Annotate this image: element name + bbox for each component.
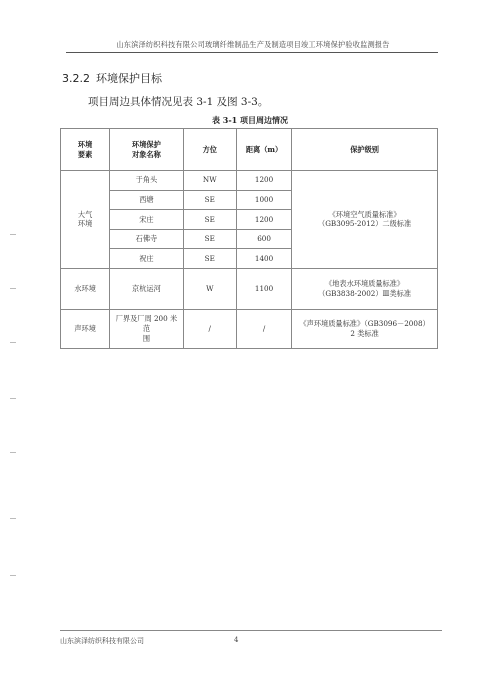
surroundings-table bbox=[60, 128, 438, 349]
cell-object: 宋庄 bbox=[110, 210, 183, 230]
table-row bbox=[61, 171, 438, 191]
binding-mark bbox=[10, 452, 16, 453]
header-rule bbox=[66, 52, 438, 53]
table-caption: 表 3-1 项目周边情况 bbox=[211, 115, 289, 125]
header-object: 环境保护 对象名称 bbox=[110, 129, 183, 171]
page-number: 4 bbox=[234, 636, 239, 644]
binding-mark bbox=[10, 518, 16, 519]
footer-rule bbox=[60, 630, 442, 631]
cell-object: 石佛寺 bbox=[110, 229, 183, 249]
cell-distance: 1100 bbox=[236, 268, 291, 309]
section-title: 环境保护目标 bbox=[96, 72, 162, 85]
cell-object: 西塘 bbox=[110, 190, 183, 210]
running-header: 山东滨泽纺织科技有限公司玻璃纤维制品生产及制造项目竣工环境保护验收监测报告 bbox=[116, 40, 390, 49]
cell-distance: / bbox=[236, 309, 291, 348]
header-distance: 距离（m） bbox=[236, 129, 291, 171]
cell-direction: SE bbox=[183, 229, 236, 249]
table-row-water bbox=[61, 268, 438, 309]
cell-distance: 1000 bbox=[236, 190, 291, 210]
section-heading bbox=[62, 70, 162, 86]
intro-paragraph: 项目周边具体情况见表 3-1 及图 3-3。 bbox=[88, 96, 269, 108]
cell-distance: 1400 bbox=[236, 249, 291, 269]
cell-direction: SE bbox=[183, 190, 236, 210]
cell-object: 祝庄 bbox=[110, 249, 183, 269]
cell-direction: W bbox=[183, 268, 236, 309]
cell-direction: SE bbox=[183, 249, 236, 269]
cell-element-air: 大气 环境 bbox=[61, 171, 110, 269]
cell-distance: 600 bbox=[236, 229, 291, 249]
header-element: 环境 要素 bbox=[61, 129, 110, 171]
cell-level-air: 《环境空气质量标准》 （GB3095-2012）二级标准 bbox=[292, 171, 438, 269]
table-header-row bbox=[61, 129, 438, 171]
cell-level-noise: 《声环境质量标准》（GB3096－2008） 2 类标准 bbox=[292, 309, 438, 348]
cell-element-water: 水环境 bbox=[61, 268, 110, 309]
footer-company: 山东滨泽纺织科技有限公司 bbox=[60, 637, 144, 645]
cell-element-noise: 声环境 bbox=[61, 309, 110, 348]
cell-direction: / bbox=[183, 309, 236, 348]
binding-mark bbox=[10, 398, 16, 399]
header-level: 保护级别 bbox=[292, 129, 438, 171]
binding-mark bbox=[10, 575, 16, 576]
cell-object: 于角头 bbox=[110, 171, 183, 191]
binding-mark bbox=[10, 342, 16, 343]
cell-level-water: 《地表水环境质量标准》 （GB3838-2002）Ⅲ类标准 bbox=[292, 268, 438, 309]
cell-distance: 1200 bbox=[236, 171, 291, 191]
binding-mark bbox=[10, 288, 16, 289]
table-row-noise bbox=[61, 309, 438, 348]
cell-direction: SE bbox=[183, 210, 236, 230]
binding-mark bbox=[10, 234, 16, 235]
cell-direction: NW bbox=[183, 171, 236, 191]
cell-object: 厂界及厂周 200 米范 围 bbox=[110, 309, 183, 348]
section-number: 3.2.2 bbox=[62, 72, 90, 85]
header-direction: 方位 bbox=[183, 129, 236, 171]
cell-distance: 1200 bbox=[236, 210, 291, 230]
cell-object: 京杭运河 bbox=[110, 268, 183, 309]
